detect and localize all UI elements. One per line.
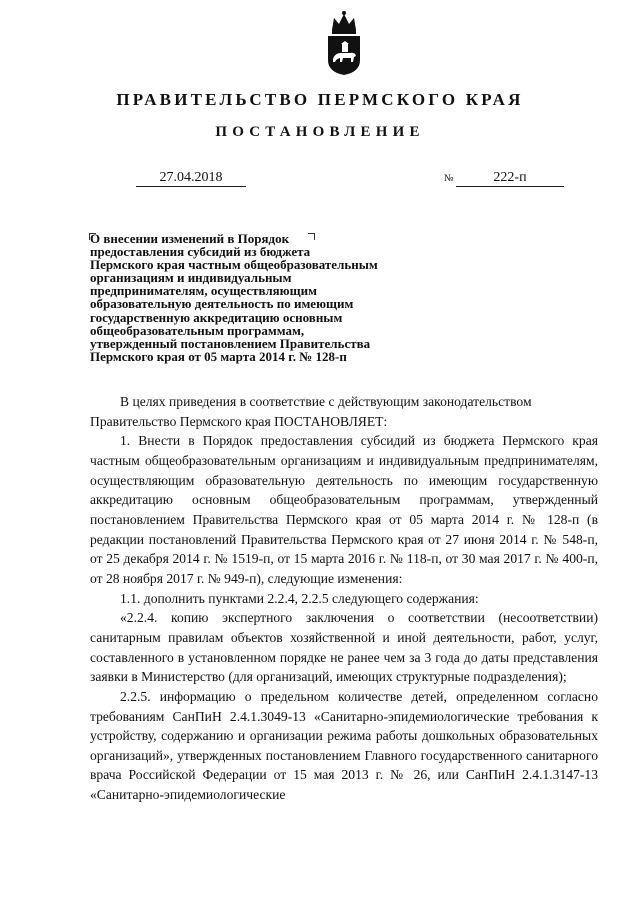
document-type: ПОСТАНОВЛЕНИЕ — [215, 124, 425, 140]
subject-line: предпринимателям, осуществляющим — [90, 283, 317, 299]
subject-line: образовательную деятельность по имеющим — [90, 296, 354, 312]
body-paragraph: 1.1. дополнить пунктами 2.2.4, 2.2.5 следующего содержания: — [120, 590, 479, 606]
document-date: 27.04.2018 — [136, 170, 246, 187]
document-body — [90, 392, 598, 805]
subject-line: государственную аккредитацию основным — [90, 309, 343, 325]
document-number-block — [444, 170, 564, 188]
government-title: ПРАВИТЕЛЬСТВО ПЕРМСКОГО КРАЯ — [116, 90, 524, 109]
subject-line: О внесении изменений в Порядок — [90, 231, 290, 246]
body-paragraph: Правительство Пермского края ПОСТАНОВЛЯЕТ: — [90, 413, 388, 429]
subject-line: Пермского края частным общеобразовательным — [90, 257, 378, 273]
subject-line: утвержденный постановлением Правительства — [90, 335, 371, 351]
subject-block — [90, 232, 430, 363]
subject-line: предоставления субсидий из бюджета — [90, 244, 311, 260]
coat-of-arms-icon — [324, 10, 364, 76]
body-paragraph: 1. Внести в Порядок предоставления субсидий из бюджета Пермского края частным общеобразовательным организациям и индивидуальным предпринимателям, осуществляющим образовательную деятельность по имеющим государственную аккредитацию основным общеобразовательным программам, утвержденный постановлением Правительства Пермского края от 05 марта 2014 г. № 128-п (в редакции постановлений Правительства Пермского края от 27 июня 2014 г. № 548-п, от 25 декабря 2014 г. № 1519-п, от 15 марта 2016 г. № 118-п, от 30 мая 2017 г. № 400-п, от 28 ноября 2017 г. № 949-п), следующие изменения: — [90, 433, 598, 586]
subject-line: Пермского края от 05 марта 2014 г. № 128-п — [90, 348, 347, 364]
number-sign: № — [444, 173, 454, 184]
subject-line: организациям и индивидуальным — [90, 270, 292, 286]
document-number: 222-п — [456, 170, 564, 187]
body-paragraph: «2.2.4. копию экспертного заключения о соответствии (несоответствии) санитарным правилам объектов хозяйственной и иной деятельности, работ, услуг, составленного в установленном порядке не ранее чем за 3 года до даты представления заявки в Министерство (для организаций, имеющих структурные подразделения); — [90, 610, 598, 685]
subject-line: общеобразовательным программам, — [90, 322, 305, 338]
body-paragraph: В целях приведения в соответствие с действующим законодательством — [120, 394, 532, 409]
body-paragraph: 2.2.5. информацию о предельном количестве детей, определенном согласно требованиям СанПиН 2.4.1.3049-13 «Санитарно-эпидемиологические требования к устройству, содержанию и организации режима работы дошкольных образовательных организаций», утвержденных постановлением Главного государственного санитарного врача Российской Федерации от 15 мая 2013 г. № 26, или СанПиН 2.4.1.3147-13 «Санитарно-эпидемиологические — [90, 688, 598, 803]
